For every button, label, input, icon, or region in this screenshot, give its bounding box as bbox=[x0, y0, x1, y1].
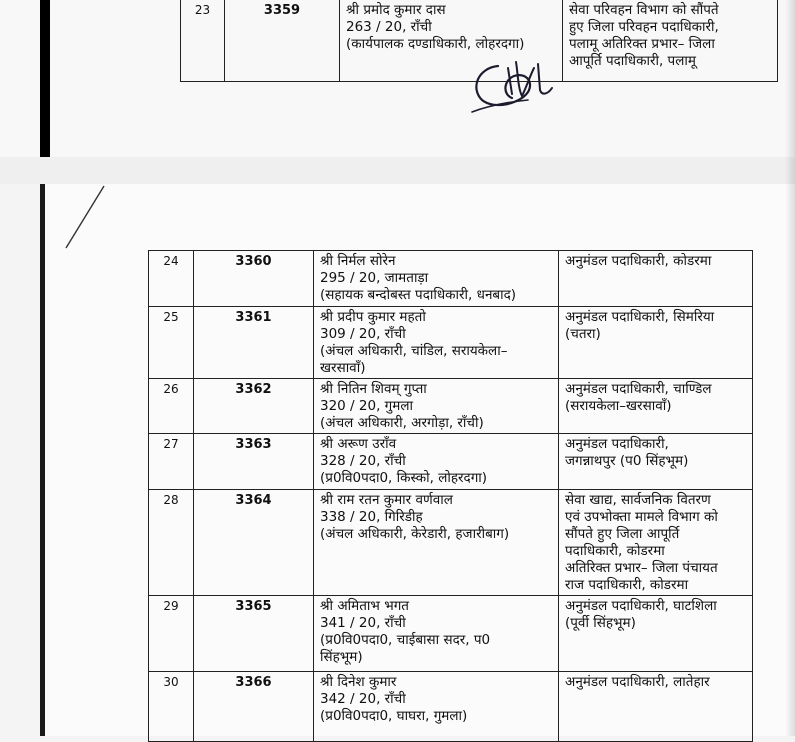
officer-details-line: श्री अमिताभ भगत bbox=[320, 598, 409, 614]
new-posting-line: अनुमंडल पदाधिकारी, कोडरमा bbox=[565, 253, 712, 269]
serial-number: 25 bbox=[149, 307, 194, 379]
new-posting bbox=[559, 434, 753, 490]
right-edge-shadow bbox=[785, 0, 795, 736]
officer-code: 3359 bbox=[225, 0, 340, 82]
serial-number: 24 bbox=[149, 251, 194, 307]
page-gap bbox=[0, 157, 795, 184]
table-row bbox=[149, 434, 753, 490]
new-posting bbox=[559, 672, 753, 742]
serial-number: 30 bbox=[149, 672, 194, 742]
officer-details bbox=[314, 490, 559, 596]
officer-code: 3360 bbox=[194, 251, 314, 307]
officer-details bbox=[314, 434, 559, 490]
officer-details-line: 341 / 20, राँची bbox=[320, 615, 406, 631]
page-edge-shadow bbox=[40, 0, 50, 157]
officer-details-line: 342 / 20, राँची bbox=[320, 691, 406, 707]
officer-code: 3362 bbox=[194, 379, 314, 434]
new-posting bbox=[559, 490, 753, 596]
new-posting bbox=[559, 251, 753, 307]
officer-details-line: श्री निर्मल सोरेन bbox=[320, 253, 396, 269]
table-row bbox=[149, 307, 753, 379]
officer-details-line: 295 / 20, जामताड़ा bbox=[320, 270, 429, 286]
new-posting bbox=[563, 0, 778, 82]
officer-code: 3366 bbox=[194, 672, 314, 742]
table-row bbox=[149, 672, 753, 742]
new-posting-line: अनुमंडल पदाधिकारी, bbox=[565, 436, 669, 452]
page-edge-shadow bbox=[40, 184, 45, 736]
posting-table-bottom bbox=[148, 250, 753, 742]
new-posting-line: (सरायकेला–खरसावाँ) bbox=[565, 398, 672, 414]
officer-details-line: श्री नितिन शिवम् गुप्ता bbox=[320, 381, 427, 397]
new-posting-line: पलामू अतिरिक्त प्रभार– जिला bbox=[569, 36, 715, 52]
new-posting-line: (चतरा) bbox=[565, 326, 601, 342]
new-posting-line: पदाधिकारी, कोडरमा bbox=[565, 543, 665, 559]
officer-details bbox=[314, 379, 559, 434]
table-row bbox=[149, 251, 753, 307]
officer-details-line: खरसावाँ) bbox=[320, 360, 366, 376]
new-posting-line: अतिरिक्त प्रभार– जिला पंचायत bbox=[565, 560, 718, 576]
officer-details-line: श्री दिनेश कुमार bbox=[320, 674, 397, 690]
serial-number: 29 bbox=[149, 596, 194, 672]
new-posting-line: सेवा परिवहन विभाग को सौंपते bbox=[569, 2, 719, 18]
officer-details bbox=[314, 251, 559, 307]
officer-details-line: (प्र0वि0पदा0, किस्को, लोहरदगा) bbox=[320, 470, 488, 486]
new-posting-line: सौंपते हुए जिला आपूर्ति bbox=[565, 526, 680, 542]
new-posting-line: सेवा खाद्य, सार्वजनिक वितरण bbox=[565, 492, 711, 508]
table-row bbox=[149, 379, 753, 434]
serial-number: 28 bbox=[149, 490, 194, 596]
serial-number: 26 bbox=[149, 379, 194, 434]
new-posting-line: अनुमंडल पदाधिकारी, घाटशिला bbox=[565, 598, 717, 614]
officer-details-line: 320 / 20, गुमला bbox=[320, 398, 413, 414]
officer-code: 3365 bbox=[194, 596, 314, 672]
new-posting bbox=[559, 307, 753, 379]
officer-details-line: (अंचल अधिकारी, केरेडारी, हजारीबाग) bbox=[320, 526, 510, 542]
officer-details-line: सिंहभूम) bbox=[320, 649, 363, 665]
officer-code: 3364 bbox=[194, 490, 314, 596]
officer-details-line: श्री प्रदीप कुमार महतो bbox=[320, 309, 426, 325]
officer-code: 3363 bbox=[194, 434, 314, 490]
table-row bbox=[149, 596, 753, 672]
new-posting-line: (पूर्वी सिंहभूम) bbox=[565, 615, 636, 631]
new-posting-line: एवं उपभोक्ता मामले विभाग को bbox=[565, 509, 718, 525]
officer-details-line: 338 / 20, गिरिडीह bbox=[320, 509, 423, 525]
officer-details-line: (अंचल अधिकारी, अरगोड़ा, राँची) bbox=[320, 415, 484, 431]
officer-details-line: (कार्यपालक दण्डाधिकारी, लोहरदगा) bbox=[346, 36, 525, 52]
officer-details-line: 309 / 20, राँची bbox=[320, 326, 406, 342]
new-posting-line: हुए जिला परिवहन पदाधिकारी, bbox=[569, 19, 719, 35]
officer-details bbox=[314, 307, 559, 379]
officer-details-line: (प्र0वि0पदा0, घाघरा, गुमला) bbox=[320, 708, 468, 724]
new-posting-line: अनुमंडल पदाधिकारी, लातेहार bbox=[565, 674, 710, 690]
new-posting-line: जगन्नाथपुर (प0 सिंहभूम) bbox=[565, 453, 689, 469]
officer-details-line: श्री राम रतन कुमार वर्णवाल bbox=[320, 492, 453, 508]
serial-number: 23 bbox=[181, 0, 225, 82]
officer-details-line: 263 / 20, राँची bbox=[346, 19, 432, 35]
officer-details bbox=[314, 672, 559, 742]
new-posting-line: राज पदाधिकारी, कोडरमा bbox=[565, 577, 689, 593]
officer-details bbox=[314, 596, 559, 672]
table-body bbox=[149, 251, 753, 742]
new-posting-line: आपूर्ति पदाधिकारी, पलामू bbox=[569, 53, 696, 69]
new-posting-line: अनुमंडल पदाधिकारी, चाण्डिल bbox=[565, 381, 712, 397]
table-row bbox=[149, 490, 753, 596]
new-posting bbox=[559, 596, 753, 672]
pen-mark bbox=[56, 184, 116, 254]
officer-details-line: 328 / 20, राँची bbox=[320, 453, 406, 469]
serial-number: 27 bbox=[149, 434, 194, 490]
handwritten-signature bbox=[468, 54, 558, 114]
officer-details-line: श्री अरूण उराँव bbox=[320, 436, 397, 452]
officer-details-line: (अंचल अधिकारी, चांडिल, सरायकेला– bbox=[320, 343, 508, 359]
officer-details-line: श्री प्रमोद कुमार दास bbox=[346, 2, 446, 18]
officer-details-line: (सहायक बन्दोबस्त पदाधिकारी, धनबाद) bbox=[320, 287, 517, 303]
officer-code: 3361 bbox=[194, 307, 314, 379]
new-posting-line: अनुमंडल पदाधिकारी, सिमरिया bbox=[565, 309, 715, 325]
new-posting bbox=[559, 379, 753, 434]
officer-details-line: (प्र0वि0पदा0, चाईबासा सदर, प0 bbox=[320, 632, 491, 648]
